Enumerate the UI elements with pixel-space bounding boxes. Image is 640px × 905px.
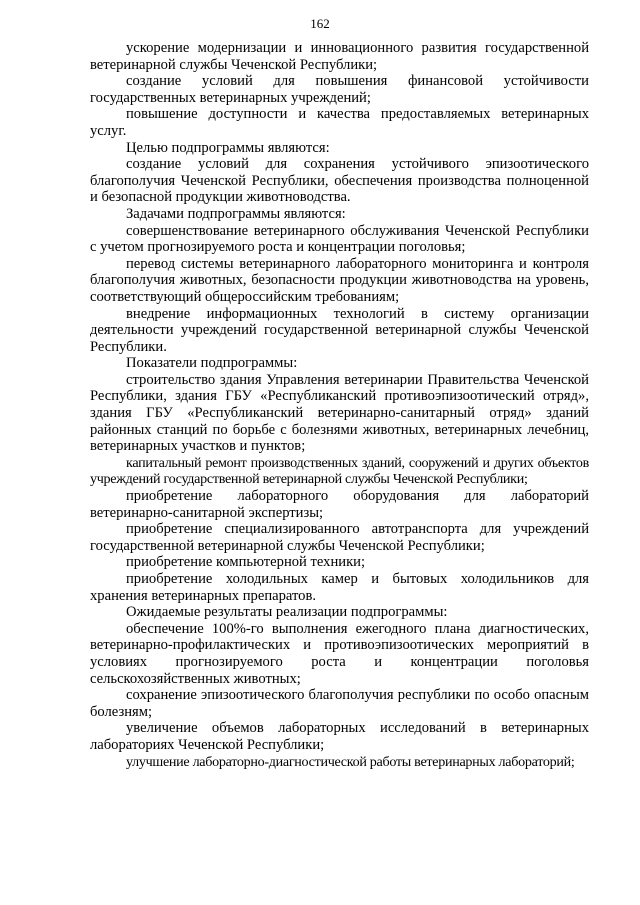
paragraph: повышение доступности и качества предоставляемых ветеринарных услуг. [90,106,589,139]
paragraph: приобретение специализированного автотранспорта для учреждений государственной ветеринарной службы Чеченской Республики; [90,521,589,554]
paragraph: создание условий для повышения финансовой устойчивости государственных ветеринарных учреждений; [90,73,589,106]
paragraph: капитальный ремонт производственных зданий, сооружений и других объектов учреждений государственной ветеринарной службы Чеченской Республики; [90,454,589,488]
paragraph: строительство здания Управления ветеринарии Правительства Чеченской Республики, здания ГБУ «Республиканский противоэпизоотический отряд», здания ГБУ «Республиканский ветеринарно-санитарный отряд» зданий районных станций по борьбе с болезнями животных, ветеринарных лечебниц, ветеринарных участков и пунктов; [90,371,589,455]
paragraph: увеличение объемов лабораторных исследований в ветеринарных лабораториях Чеченской Республики; [90,720,589,753]
paragraph: перевод системы ветеринарного лабораторного мониторинга и контроля благополучия животных, безопасности продукции животноводства на уровень, соответствующий общероссийским требованиям; [90,255,589,305]
paragraph: приобретение лабораторного оборудования для лабораторий ветеринарно-санитарной экспертизы; [90,488,589,521]
page-number: 162 [310,16,330,31]
section-heading: Задачами подпрограммы являются: [126,205,346,222]
paragraph: ускорение модернизации и инновационного развития государственной ветеринарной службы Чеченской Республики; [90,40,589,73]
section-heading: Ожидаемые результаты реализации подпрограммы: [126,604,448,621]
paragraph: создание условий для сохранения устойчивого эпизоотического благополучия Чеченской Республики, обеспечения производства полноценной и безопасной продукции животноводства. [90,156,589,206]
paragraph: обеспечение 100%-го выполнения ежегодного плана диагностических, ветеринарно-профилактических и противоэпизоотических мероприятий в условиях прогнозируемого роста и концентрации поголовья сельскохозяйственных животных; [90,620,589,687]
document-body [90,40,589,770]
section-heading: Показатели подпрограммы: [126,355,298,372]
paragraph: приобретение компьютерной техники; [126,554,366,571]
paragraph: внедрение информационных технологий в систему организации деятельности учреждений государственной ветеринарной службы Чеченской Республики. [90,305,589,355]
section-heading: Целью подпрограммы являются: [126,139,330,156]
paragraph: совершенствование ветеринарного обслуживания Чеченской Республики с учетом прогнозируемого роста и концентрации поголовья; [90,222,589,256]
paragraph: сохранение эпизоотического благополучия республики по особо опасным болезням; [90,687,589,720]
paragraph: приобретение холодильных камер и бытовых холодильников для хранения ветеринарных препаратов. [90,571,589,604]
paragraph: улучшение лабораторно-диагностической работы ветеринарных лабораторий; [126,753,575,770]
